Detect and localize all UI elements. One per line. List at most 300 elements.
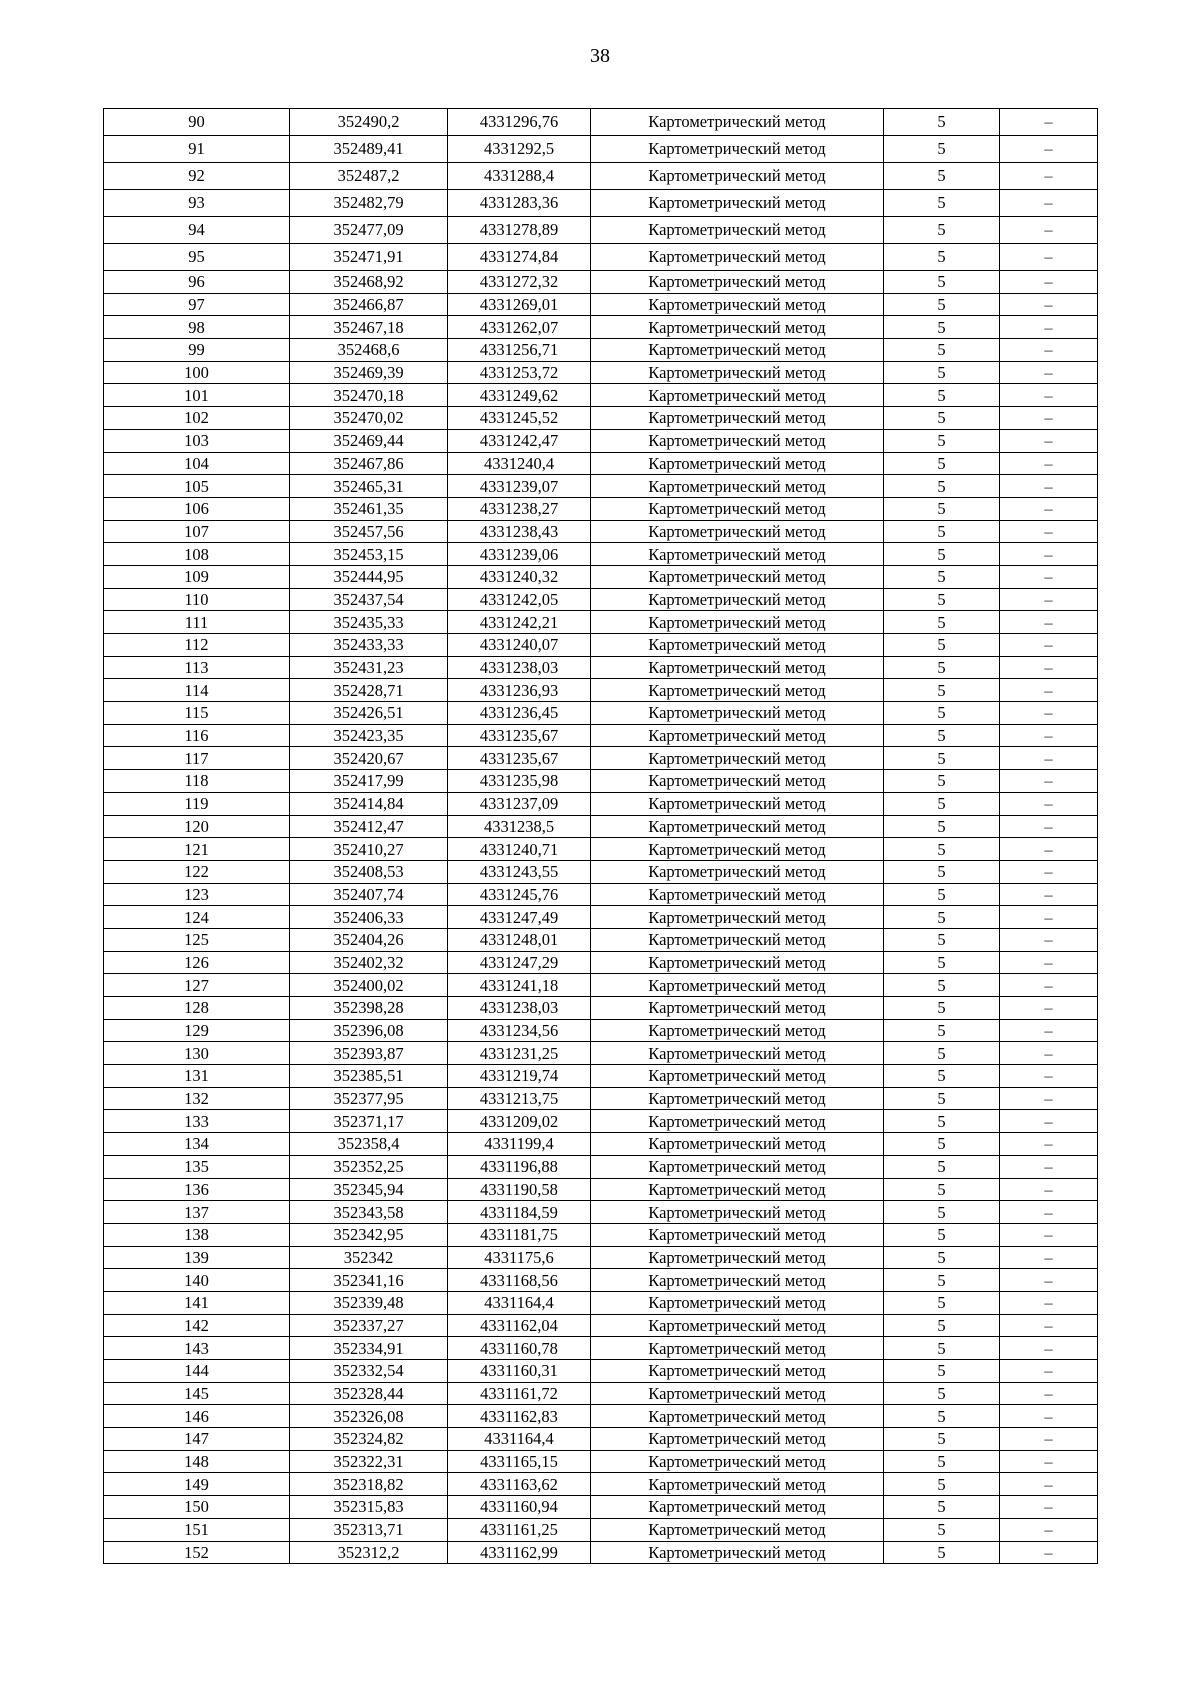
point-number-cell: 128	[104, 997, 290, 1020]
method-cell: Картометрический метод	[591, 588, 884, 611]
note-cell: –	[1000, 316, 1098, 339]
y-coordinate-cell: 4331184,59	[448, 1201, 591, 1224]
method-cell: Картометрический метод	[591, 1518, 884, 1541]
note-cell: –	[1000, 109, 1098, 136]
point-number-cell: 94	[104, 217, 290, 244]
x-coordinate-cell: 352337,27	[290, 1314, 448, 1337]
accuracy-cell: 5	[884, 588, 1000, 611]
note-cell: –	[1000, 1541, 1098, 1564]
y-coordinate-cell: 4331181,75	[448, 1223, 591, 1246]
y-coordinate-cell: 4331160,94	[448, 1496, 591, 1519]
note-cell: –	[1000, 1473, 1098, 1496]
x-coordinate-cell: 352385,51	[290, 1065, 448, 1088]
accuracy-cell: 5	[884, 217, 1000, 244]
coordinates-table	[103, 108, 1098, 1564]
method-cell: Картометрический метод	[591, 634, 884, 657]
accuracy-cell: 5	[884, 656, 1000, 679]
x-coordinate-cell: 352423,35	[290, 724, 448, 747]
method-cell: Картометрический метод	[591, 1087, 884, 1110]
point-number-cell: 115	[104, 702, 290, 725]
method-cell: Картометрический метод	[591, 792, 884, 815]
accuracy-cell: 5	[884, 136, 1000, 163]
note-cell: –	[1000, 520, 1098, 543]
point-number-cell: 142	[104, 1314, 290, 1337]
table-row	[104, 1541, 1098, 1564]
note-cell: –	[1000, 1223, 1098, 1246]
x-coordinate-cell: 352465,31	[290, 475, 448, 498]
point-number-cell: 138	[104, 1223, 290, 1246]
method-cell: Картометрический метод	[591, 702, 884, 725]
y-coordinate-cell: 4331247,29	[448, 951, 591, 974]
y-coordinate-cell: 4331262,07	[448, 316, 591, 339]
method-cell: Картометрический метод	[591, 520, 884, 543]
y-coordinate-cell: 4331239,06	[448, 543, 591, 566]
point-number-cell: 132	[104, 1087, 290, 1110]
method-cell: Картометрический метод	[591, 1314, 884, 1337]
table-row	[104, 1065, 1098, 1088]
y-coordinate-cell: 4331237,09	[448, 792, 591, 815]
note-cell: –	[1000, 190, 1098, 217]
table-row	[104, 339, 1098, 362]
y-coordinate-cell: 4331235,67	[448, 724, 591, 747]
x-coordinate-cell: 352358,4	[290, 1133, 448, 1156]
method-cell: Картометрический метод	[591, 1201, 884, 1224]
point-number-cell: 117	[104, 747, 290, 770]
point-number-cell: 144	[104, 1360, 290, 1383]
table-row	[104, 588, 1098, 611]
method-cell: Картометрический метод	[591, 656, 884, 679]
x-coordinate-cell: 352393,87	[290, 1042, 448, 1065]
table-row	[104, 1496, 1098, 1519]
y-coordinate-cell: 4331292,5	[448, 136, 591, 163]
y-coordinate-cell: 4331168,56	[448, 1269, 591, 1292]
point-number-cell: 140	[104, 1269, 290, 1292]
note-cell: –	[1000, 1178, 1098, 1201]
accuracy-cell: 5	[884, 1155, 1000, 1178]
y-coordinate-cell: 4331248,01	[448, 928, 591, 951]
accuracy-cell: 5	[884, 611, 1000, 634]
point-number-cell: 101	[104, 384, 290, 407]
x-coordinate-cell: 352490,2	[290, 109, 448, 136]
table-row	[104, 109, 1098, 136]
note-cell: –	[1000, 997, 1098, 1020]
accuracy-cell: 5	[884, 1450, 1000, 1473]
table-row	[104, 497, 1098, 520]
x-coordinate-cell: 352470,18	[290, 384, 448, 407]
point-number-cell: 95	[104, 244, 290, 271]
accuracy-cell: 5	[884, 1428, 1000, 1451]
table-row	[104, 1201, 1098, 1224]
method-cell: Картометрический метод	[591, 883, 884, 906]
point-number-cell: 100	[104, 361, 290, 384]
accuracy-cell: 5	[884, 497, 1000, 520]
method-cell: Картометрический метод	[591, 860, 884, 883]
x-coordinate-cell: 352435,33	[290, 611, 448, 634]
point-number-cell: 97	[104, 293, 290, 316]
table-row	[104, 1019, 1098, 1042]
table-row	[104, 928, 1098, 951]
accuracy-cell: 5	[884, 1042, 1000, 1065]
y-coordinate-cell: 4331164,4	[448, 1428, 591, 1451]
point-number-cell: 116	[104, 724, 290, 747]
note-cell: –	[1000, 906, 1098, 929]
accuracy-cell: 5	[884, 1518, 1000, 1541]
x-coordinate-cell: 352341,16	[290, 1269, 448, 1292]
table-row	[104, 883, 1098, 906]
note-cell: –	[1000, 1201, 1098, 1224]
y-coordinate-cell: 4331240,4	[448, 452, 591, 475]
x-coordinate-cell: 352377,95	[290, 1087, 448, 1110]
accuracy-cell: 5	[884, 1065, 1000, 1088]
method-cell: Картометрический метод	[591, 1405, 884, 1428]
point-number-cell: 141	[104, 1291, 290, 1314]
point-number-cell: 120	[104, 815, 290, 838]
accuracy-cell: 5	[884, 384, 1000, 407]
x-coordinate-cell: 352407,74	[290, 883, 448, 906]
y-coordinate-cell: 4331238,5	[448, 815, 591, 838]
note-cell: –	[1000, 271, 1098, 294]
table-row	[104, 860, 1098, 883]
note-cell: –	[1000, 475, 1098, 498]
x-coordinate-cell: 352431,23	[290, 656, 448, 679]
y-coordinate-cell: 4331249,62	[448, 384, 591, 407]
y-coordinate-cell: 4331175,6	[448, 1246, 591, 1269]
note-cell: –	[1000, 1428, 1098, 1451]
y-coordinate-cell: 4331160,78	[448, 1337, 591, 1360]
point-number-cell: 126	[104, 951, 290, 974]
x-coordinate-cell: 352339,48	[290, 1291, 448, 1314]
method-cell: Картометрический метод	[591, 1178, 884, 1201]
table-row	[104, 951, 1098, 974]
table-row	[104, 361, 1098, 384]
point-number-cell: 134	[104, 1133, 290, 1156]
table-row	[104, 1473, 1098, 1496]
method-cell: Картометрический метод	[591, 906, 884, 929]
point-number-cell: 107	[104, 520, 290, 543]
y-coordinate-cell: 4331234,56	[448, 1019, 591, 1042]
table-row	[104, 244, 1098, 271]
method-cell: Картометрический метод	[591, 293, 884, 316]
point-number-cell: 93	[104, 190, 290, 217]
method-cell: Картометрический метод	[591, 1541, 884, 1564]
point-number-cell: 150	[104, 1496, 290, 1519]
table-row	[104, 429, 1098, 452]
method-cell: Картометрический метод	[591, 1337, 884, 1360]
table-row	[104, 136, 1098, 163]
note-cell: –	[1000, 293, 1098, 316]
x-coordinate-cell: 352482,79	[290, 190, 448, 217]
note-cell: –	[1000, 407, 1098, 430]
point-number-cell: 118	[104, 770, 290, 793]
point-number-cell: 98	[104, 316, 290, 339]
method-cell: Картометрический метод	[591, 1450, 884, 1473]
note-cell: –	[1000, 1269, 1098, 1292]
y-coordinate-cell: 4331241,18	[448, 974, 591, 997]
table-row	[104, 1405, 1098, 1428]
x-coordinate-cell: 352466,87	[290, 293, 448, 316]
point-number-cell: 123	[104, 883, 290, 906]
point-number-cell: 99	[104, 339, 290, 362]
method-cell: Картометрический метод	[591, 1473, 884, 1496]
accuracy-cell: 5	[884, 361, 1000, 384]
y-coordinate-cell: 4331269,01	[448, 293, 591, 316]
table-row	[104, 656, 1098, 679]
y-coordinate-cell: 4331231,25	[448, 1042, 591, 1065]
accuracy-cell: 5	[884, 1110, 1000, 1133]
accuracy-cell: 5	[884, 860, 1000, 883]
y-coordinate-cell: 4331243,55	[448, 860, 591, 883]
point-number-cell: 125	[104, 928, 290, 951]
table-row	[104, 452, 1098, 475]
accuracy-cell: 5	[884, 1087, 1000, 1110]
x-coordinate-cell: 352342,95	[290, 1223, 448, 1246]
method-cell: Картометрический метод	[591, 316, 884, 339]
accuracy-cell: 5	[884, 1382, 1000, 1405]
note-cell: –	[1000, 1405, 1098, 1428]
method-cell: Картометрический метод	[591, 497, 884, 520]
accuracy-cell: 5	[884, 543, 1000, 566]
x-coordinate-cell: 352469,44	[290, 429, 448, 452]
accuracy-cell: 5	[884, 634, 1000, 657]
table-row	[104, 906, 1098, 929]
method-cell: Картометрический метод	[591, 1291, 884, 1314]
method-cell: Картометрический метод	[591, 1065, 884, 1088]
x-coordinate-cell: 352371,17	[290, 1110, 448, 1133]
note-cell: –	[1000, 543, 1098, 566]
point-number-cell: 139	[104, 1246, 290, 1269]
note-cell: –	[1000, 244, 1098, 271]
note-cell: –	[1000, 588, 1098, 611]
point-number-cell: 96	[104, 271, 290, 294]
point-number-cell: 91	[104, 136, 290, 163]
x-coordinate-cell: 352420,67	[290, 747, 448, 770]
table-row	[104, 407, 1098, 430]
accuracy-cell: 5	[884, 1133, 1000, 1156]
accuracy-cell: 5	[884, 1223, 1000, 1246]
method-cell: Картометрический метод	[591, 1360, 884, 1383]
note-cell: –	[1000, 384, 1098, 407]
accuracy-cell: 5	[884, 883, 1000, 906]
point-number-cell: 129	[104, 1019, 290, 1042]
note-cell: –	[1000, 702, 1098, 725]
point-number-cell: 90	[104, 109, 290, 136]
accuracy-cell: 5	[884, 1405, 1000, 1428]
y-coordinate-cell: 4331238,27	[448, 497, 591, 520]
y-coordinate-cell: 4331256,71	[448, 339, 591, 362]
y-coordinate-cell: 4331196,88	[448, 1155, 591, 1178]
method-cell: Картометрический метод	[591, 565, 884, 588]
x-coordinate-cell: 352332,54	[290, 1360, 448, 1383]
note-cell: –	[1000, 611, 1098, 634]
point-number-cell: 149	[104, 1473, 290, 1496]
y-coordinate-cell: 4331162,99	[448, 1541, 591, 1564]
accuracy-cell: 5	[884, 520, 1000, 543]
x-coordinate-cell: 352352,25	[290, 1155, 448, 1178]
x-coordinate-cell: 352406,33	[290, 906, 448, 929]
method-cell: Картометрический метод	[591, 1382, 884, 1405]
method-cell: Картометрический метод	[591, 407, 884, 430]
method-cell: Картометрический метод	[591, 271, 884, 294]
y-coordinate-cell: 4331235,98	[448, 770, 591, 793]
accuracy-cell: 5	[884, 906, 1000, 929]
point-number-cell: 133	[104, 1110, 290, 1133]
x-coordinate-cell: 352342	[290, 1246, 448, 1269]
y-coordinate-cell: 4331164,4	[448, 1291, 591, 1314]
method-cell: Картометрический метод	[591, 339, 884, 362]
accuracy-cell: 5	[884, 163, 1000, 190]
method-cell: Картометрический метод	[591, 1133, 884, 1156]
method-cell: Картометрический метод	[591, 1223, 884, 1246]
point-number-cell: 124	[104, 906, 290, 929]
table-row	[104, 1428, 1098, 1451]
x-coordinate-cell: 352417,99	[290, 770, 448, 793]
x-coordinate-cell: 352471,91	[290, 244, 448, 271]
accuracy-cell: 5	[884, 316, 1000, 339]
method-cell: Картометрический метод	[591, 1019, 884, 1042]
x-coordinate-cell: 352334,91	[290, 1337, 448, 1360]
note-cell: –	[1000, 974, 1098, 997]
point-number-cell: 146	[104, 1405, 290, 1428]
table-row	[104, 1087, 1098, 1110]
method-cell: Картометрический метод	[591, 611, 884, 634]
accuracy-cell: 5	[884, 1201, 1000, 1224]
note-cell: –	[1000, 1382, 1098, 1405]
y-coordinate-cell: 4331283,36	[448, 190, 591, 217]
method-cell: Картометрический метод	[591, 163, 884, 190]
method-cell: Картометрический метод	[591, 974, 884, 997]
y-coordinate-cell: 4331242,47	[448, 429, 591, 452]
accuracy-cell: 5	[884, 1269, 1000, 1292]
note-cell: –	[1000, 217, 1098, 244]
method-cell: Картометрический метод	[591, 1428, 884, 1451]
x-coordinate-cell: 352404,26	[290, 928, 448, 951]
note-cell: –	[1000, 634, 1098, 657]
accuracy-cell: 5	[884, 565, 1000, 588]
y-coordinate-cell: 4331238,43	[448, 520, 591, 543]
x-coordinate-cell: 352468,6	[290, 339, 448, 362]
y-coordinate-cell: 4331296,76	[448, 109, 591, 136]
x-coordinate-cell: 352470,02	[290, 407, 448, 430]
table-row	[104, 565, 1098, 588]
x-coordinate-cell: 352410,27	[290, 838, 448, 861]
x-coordinate-cell: 352345,94	[290, 1178, 448, 1201]
accuracy-cell: 5	[884, 1246, 1000, 1269]
accuracy-cell: 5	[884, 815, 1000, 838]
method-cell: Картометрический метод	[591, 543, 884, 566]
x-coordinate-cell: 352487,2	[290, 163, 448, 190]
note-cell: –	[1000, 724, 1098, 747]
method-cell: Картометрический метод	[591, 1155, 884, 1178]
y-coordinate-cell: 4331240,71	[448, 838, 591, 861]
point-number-cell: 147	[104, 1428, 290, 1451]
table-row	[104, 1178, 1098, 1201]
accuracy-cell: 5	[884, 1541, 1000, 1564]
note-cell: –	[1000, 1110, 1098, 1133]
table-row	[104, 1155, 1098, 1178]
y-coordinate-cell: 4331161,72	[448, 1382, 591, 1405]
x-coordinate-cell: 352398,28	[290, 997, 448, 1020]
method-cell: Картометрический метод	[591, 770, 884, 793]
accuracy-cell: 5	[884, 452, 1000, 475]
table-body	[104, 109, 1098, 1564]
y-coordinate-cell: 4331288,4	[448, 163, 591, 190]
point-number-cell: 127	[104, 974, 290, 997]
accuracy-cell: 5	[884, 997, 1000, 1020]
accuracy-cell: 5	[884, 271, 1000, 294]
method-cell: Картометрический метод	[591, 1042, 884, 1065]
point-number-cell: 109	[104, 565, 290, 588]
note-cell: –	[1000, 1042, 1098, 1065]
note-cell: –	[1000, 656, 1098, 679]
method-cell: Картометрический метод	[591, 928, 884, 951]
table-row	[104, 1246, 1098, 1269]
note-cell: –	[1000, 452, 1098, 475]
table-row	[104, 217, 1098, 244]
table-row	[104, 1518, 1098, 1541]
table-row	[104, 293, 1098, 316]
x-coordinate-cell: 352433,33	[290, 634, 448, 657]
point-number-cell: 135	[104, 1155, 290, 1178]
x-coordinate-cell: 352444,95	[290, 565, 448, 588]
method-cell: Картометрический метод	[591, 815, 884, 838]
y-coordinate-cell: 4331236,45	[448, 702, 591, 725]
method-cell: Картометрический метод	[591, 475, 884, 498]
note-cell: –	[1000, 928, 1098, 951]
method-cell: Картометрический метод	[591, 384, 884, 407]
method-cell: Картометрический метод	[591, 452, 884, 475]
table-row	[104, 475, 1098, 498]
x-coordinate-cell: 352412,47	[290, 815, 448, 838]
note-cell: –	[1000, 1518, 1098, 1541]
point-number-cell: 131	[104, 1065, 290, 1088]
method-cell: Картометрический метод	[591, 724, 884, 747]
x-coordinate-cell: 352489,41	[290, 136, 448, 163]
note-cell: –	[1000, 1019, 1098, 1042]
method-cell: Картометрический метод	[591, 1496, 884, 1519]
accuracy-cell: 5	[884, 293, 1000, 316]
x-coordinate-cell: 352396,08	[290, 1019, 448, 1042]
method-cell: Картометрический метод	[591, 244, 884, 271]
y-coordinate-cell: 4331209,02	[448, 1110, 591, 1133]
table-row	[104, 1360, 1098, 1383]
note-cell: –	[1000, 883, 1098, 906]
note-cell: –	[1000, 339, 1098, 362]
accuracy-cell: 5	[884, 974, 1000, 997]
note-cell: –	[1000, 136, 1098, 163]
table-row	[104, 271, 1098, 294]
x-coordinate-cell: 352453,15	[290, 543, 448, 566]
y-coordinate-cell: 4331274,84	[448, 244, 591, 271]
method-cell: Картометрический метод	[591, 679, 884, 702]
accuracy-cell: 5	[884, 1473, 1000, 1496]
table-row	[104, 1382, 1098, 1405]
point-number-cell: 122	[104, 860, 290, 883]
y-coordinate-cell: 4331219,74	[448, 1065, 591, 1088]
table-row	[104, 1450, 1098, 1473]
note-cell: –	[1000, 1496, 1098, 1519]
x-coordinate-cell: 352312,2	[290, 1541, 448, 1564]
note-cell: –	[1000, 860, 1098, 883]
y-coordinate-cell: 4331163,62	[448, 1473, 591, 1496]
method-cell: Картометрический метод	[591, 1269, 884, 1292]
x-coordinate-cell: 352467,86	[290, 452, 448, 475]
y-coordinate-cell: 4331162,04	[448, 1314, 591, 1337]
point-number-cell: 103	[104, 429, 290, 452]
accuracy-cell: 5	[884, 244, 1000, 271]
note-cell: –	[1000, 1314, 1098, 1337]
table-row	[104, 997, 1098, 1020]
x-coordinate-cell: 352400,02	[290, 974, 448, 997]
